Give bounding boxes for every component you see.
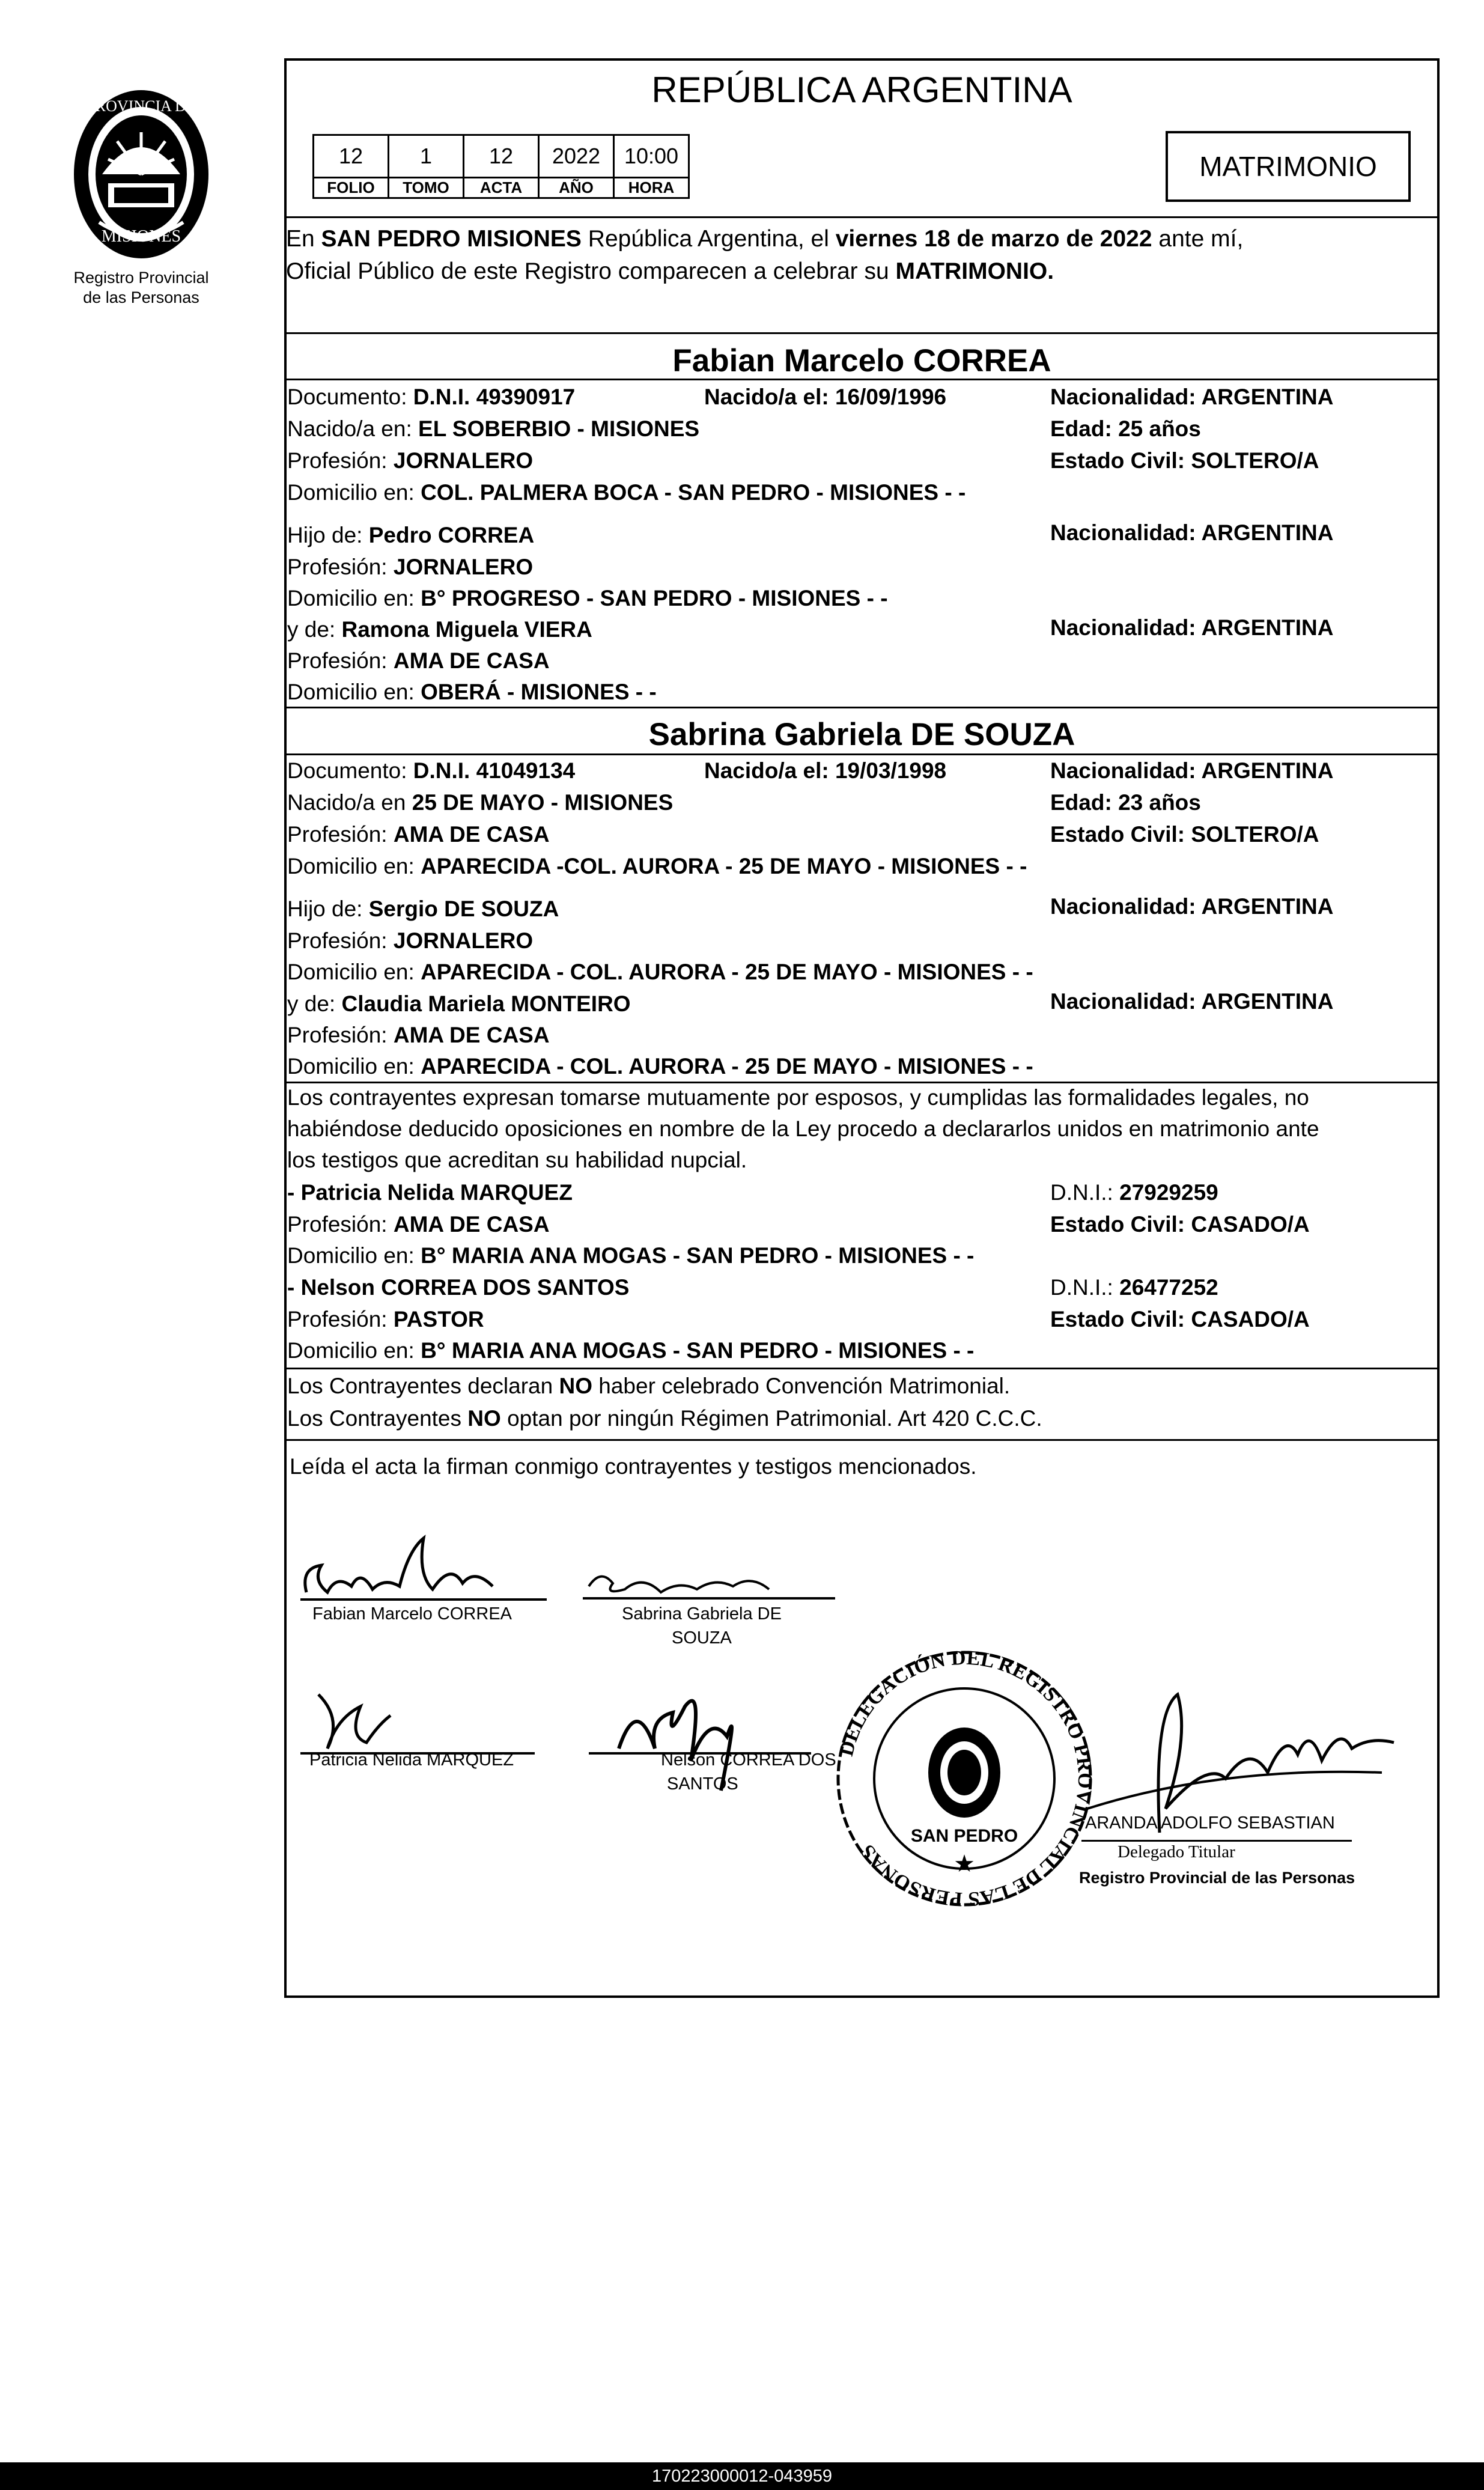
groom-father-address: Domicilio en: B° PROGRESO - SAN PEDRO - MISIONES - - <box>287 586 888 610</box>
groom-civil-status: Estado Civil: SOLTERO/A <box>1050 448 1319 473</box>
svg-text:MISIONES: MISIONES <box>101 227 181 246</box>
document-code-bar: 170223000012-043959 <box>0 2462 1484 2490</box>
bride-signature-label-2: SOUZA <box>672 1628 732 1648</box>
folio-value: 12 <box>314 135 389 178</box>
groom-age: Edad: 25 años <box>1050 416 1201 441</box>
registry-data-table <box>312 134 690 199</box>
bride-mother: y de: Claudia Mariela MONTEIRO <box>287 991 631 1016</box>
witness-2-profession: Profesión: PASTOR <box>287 1307 484 1332</box>
witness-1-profession: Profesión: AMA DE CASA <box>287 1212 550 1237</box>
divider <box>284 707 1440 708</box>
witness-1-dni: D.N.I.: 27929259 <box>1050 1180 1218 1205</box>
witness-1-signature <box>294 1682 547 1761</box>
groom-birthdate: Nacido/a el: 16/09/1996 <box>704 385 947 409</box>
groom-mother: y de: Ramona Miguela VIERA <box>287 617 592 642</box>
witness-2-dni: D.N.I.: 26477252 <box>1050 1275 1218 1300</box>
bride-address: Domicilio en: APARECIDA -COL. AURORA - 25 DE MAYO - MISIONES - - <box>287 854 1027 878</box>
svg-text:DELEGACIÓN DEL REGISTRO PROVIN: DELEGACIÓN DEL REGISTRO PROVINCIAL DE LAS PERSONAS <box>835 1646 1096 1911</box>
groom-profession: Profesión: JORNALERO <box>287 448 534 473</box>
bride-father-profession: Profesión: JORNALERO <box>287 928 534 953</box>
acta-value: 12 <box>464 135 539 178</box>
closing-statement: Leída el acta la firman conmigo contrayentes y testigos mencionados. <box>290 1454 977 1479</box>
intro-line-1: En SAN PEDRO MISIONES República Argentina, el viernes 18 de marzo de 2022 ante mí, <box>286 226 1244 252</box>
bride-age: Edad: 23 años <box>1050 790 1201 815</box>
logo-caption-line2: de las Personas <box>83 288 199 306</box>
svg-text:SAN PEDRO: SAN PEDRO <box>910 1826 1018 1846</box>
official-name: ARANDA ADOLFO SEBASTIAN <box>1085 1813 1335 1833</box>
witness-2-name: - Nelson CORREA DOS SANTOS <box>287 1275 630 1300</box>
witness-2-signature-label-2: SANTOS <box>667 1774 738 1794</box>
tomo-label: TOMO <box>389 178 464 198</box>
groom-address: Domicilio en: COL. PALMERA BOCA - SAN PEDRO - MISIONES - - <box>287 480 966 505</box>
groom-father-profession: Profesión: JORNALERO <box>287 555 534 579</box>
page-title: REPÚBLICA ARGENTINA <box>651 70 1072 110</box>
groom-name: Fabian Marcelo CORREA <box>672 343 1051 379</box>
official-role: Delegado Titular <box>1118 1842 1235 1861</box>
official-organization: Registro Provincial de las Personas <box>1079 1869 1355 1887</box>
groom-nationality: Nacionalidad: ARGENTINA <box>1050 385 1334 409</box>
divider <box>284 1082 1440 1083</box>
divider <box>284 379 1440 380</box>
witness-1-civil-status: Estado Civil: CASADO/A <box>1050 1212 1310 1237</box>
groom-birthplace: Nacido/a en: EL SOBERBIO - MISIONES <box>287 416 700 441</box>
bride-father: Hijo de: Sergio DE SOUZA <box>287 896 559 921</box>
divider <box>284 332 1440 334</box>
declaration-line-3: los testigos que acreditan su habilidad nupcial. <box>287 1148 747 1172</box>
act-type-box: MATRIMONIO <box>1166 131 1411 202</box>
bride-birthplace: Nacido/a en 25 DE MAYO - MISIONES <box>287 790 674 815</box>
groom-mother-nationality: Nacionalidad: ARGENTINA <box>1050 615 1334 640</box>
divider <box>284 1439 1440 1441</box>
bride-father-address: Domicilio en: APARECIDA - COL. AURORA - 25 DE MAYO - MISIONES - - <box>287 960 1033 984</box>
witness-2-signature-label-1: Nelson CORREA DOS <box>661 1750 836 1770</box>
note-regime: Los Contrayentes NO optan por ningún Régimen Patrimonial. Art 420 C.C.C. <box>287 1406 1042 1431</box>
bride-mother-address: Domicilio en: APARECIDA - COL. AURORA - 25 DE MAYO - MISIONES - - <box>287 1054 1033 1079</box>
groom-father-nationality: Nacionalidad: ARGENTINA <box>1050 520 1334 545</box>
bride-father-nationality: Nacionalidad: ARGENTINA <box>1050 894 1334 919</box>
witness-2-address: Domicilio en: B° MARIA ANA MOGAS - SAN PEDRO - MISIONES - - <box>287 1338 975 1363</box>
bride-nationality: Nacionalidad: ARGENTINA <box>1050 758 1334 783</box>
bride-name: Sabrina Gabriela DE SOUZA <box>648 717 1075 752</box>
hora-value: 10:00 <box>614 135 689 178</box>
anio-label: AÑO <box>539 178 614 198</box>
divider <box>284 216 1440 218</box>
bride-mother-nationality: Nacionalidad: ARGENTINA <box>1050 989 1334 1014</box>
witness-2-civil-status: Estado Civil: CASADO/A <box>1050 1307 1310 1332</box>
note-convention: Los Contrayentes declaran NO haber celebrado Convención Matrimonial. <box>287 1374 1011 1398</box>
provincial-seal-icon <box>66 84 216 264</box>
official-stamp-icon <box>829 1643 1099 1914</box>
bride-mother-profession: Profesión: AMA DE CASA <box>287 1023 550 1047</box>
witness-1-name: - Patricia Nelida MARQUEZ <box>287 1180 573 1205</box>
groom-mother-address: Domicilio en: OBERÁ - MISIONES - - <box>287 680 657 704</box>
hora-label: HORA <box>614 178 689 198</box>
bride-civil-status: Estado Civil: SOLTERO/A <box>1050 822 1319 847</box>
bride-document: Documento: D.N.I. 41049134 <box>287 758 576 783</box>
svg-text:PROVINCIA DE: PROVINCIA DE <box>87 97 196 115</box>
groom-mother-profession: Profesión: AMA DE CASA <box>287 648 550 673</box>
groom-signature-label: Fabian Marcelo CORREA <box>312 1604 512 1624</box>
declaration-line-1: Los contrayentes expresan tomarse mutuamente por esposos, y cumplidas las formalidades legales, no <box>287 1085 1309 1110</box>
anio-value: 2022 <box>539 135 614 178</box>
acta-label: ACTA <box>464 178 539 198</box>
bride-signature <box>577 1562 847 1610</box>
declaration-line-2: habiéndose deducido oposiciones en nombre de la Ley procedo a declararlos unidos en matrimonio ante <box>287 1116 1319 1141</box>
logo-caption-line1: Registro Provincial <box>73 269 209 287</box>
bride-profession: Profesión: AMA DE CASA <box>287 822 550 847</box>
divider <box>284 753 1440 755</box>
bride-birthdate: Nacido/a el: 19/03/1998 <box>704 758 947 783</box>
bride-signature-label-1: Sabrina Gabriela DE <box>622 1604 782 1624</box>
witness-1-signature-label: Patricia Nelida MARQUEZ <box>309 1750 514 1770</box>
official-signature-line <box>1081 1840 1352 1842</box>
witness-1-address: Domicilio en: B° MARIA ANA MOGAS - SAN PEDRO - MISIONES - - <box>287 1243 975 1268</box>
registry-logo <box>42 84 240 312</box>
tomo-value: 1 <box>389 135 464 178</box>
intro-line-2: Oficial Público de este Registro comparecen a celebrar su MATRIMONIO. <box>286 258 1054 284</box>
svg-text:★: ★ <box>953 1851 975 1877</box>
folio-label: FOLIO <box>314 178 389 198</box>
groom-father: Hijo de: Pedro CORREA <box>287 523 535 547</box>
groom-document: Documento: D.N.I. 49390917 <box>287 385 576 409</box>
divider <box>284 1368 1440 1369</box>
